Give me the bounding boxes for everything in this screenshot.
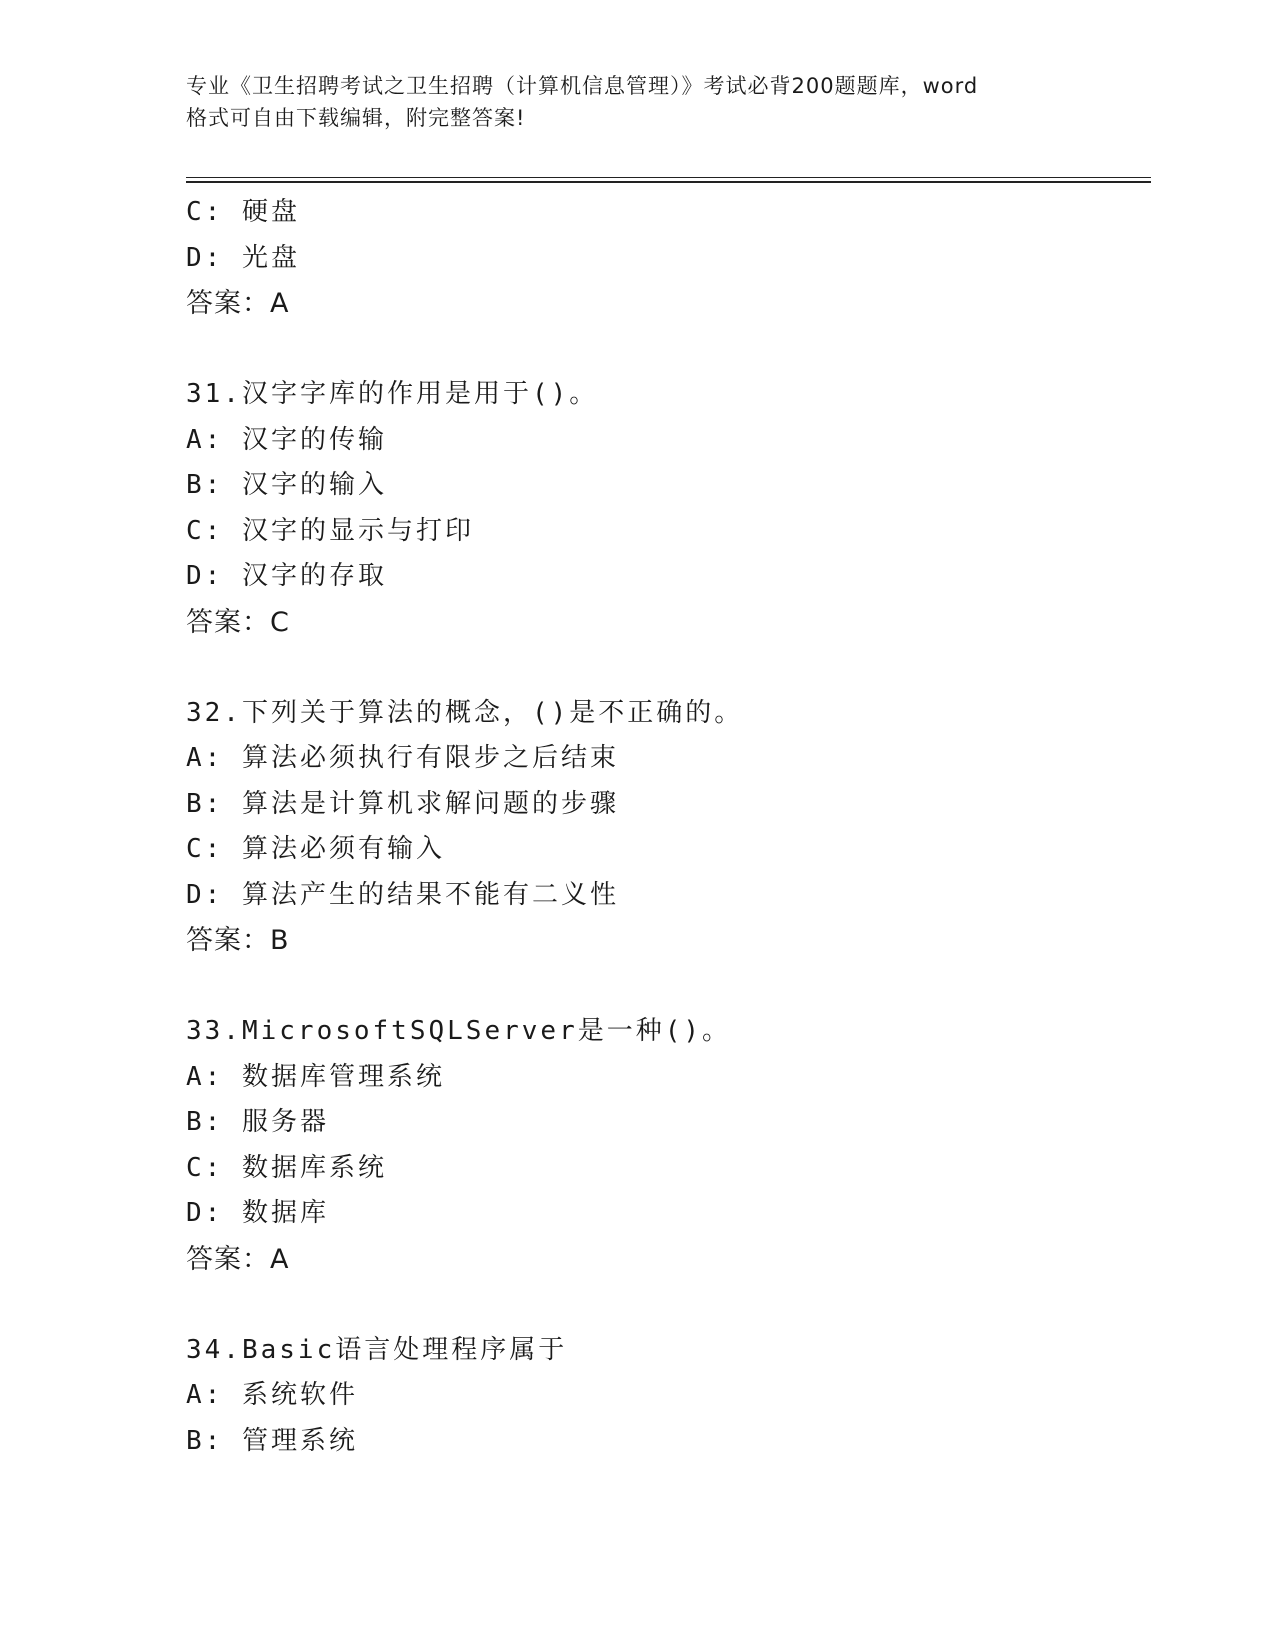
option-c: C: 硬盘 xyxy=(186,197,300,227)
answer-line: 答案：A xyxy=(186,288,290,319)
question-stem: 34.Basic语言处理程序属于 xyxy=(186,1334,568,1365)
header-divider-bottom xyxy=(186,181,1151,183)
document-header xyxy=(186,70,1106,134)
option-d: D: 汉字的存取 xyxy=(186,561,387,591)
question-stem: 33.MicrosoftSQLServer是一种()。 xyxy=(186,1016,732,1046)
option-b: B: 管理系统 xyxy=(186,1425,358,1456)
option-a: A: 数据库管理系统 xyxy=(186,1061,445,1092)
option-b: B: 算法是计算机求解问题的步骤 xyxy=(186,788,619,819)
option-a: A: 算法必须执行有限步之后结束 xyxy=(186,743,619,773)
option-a: A: 汉字的传输 xyxy=(186,424,387,455)
option-d: D: 数据库 xyxy=(186,1198,329,1228)
option-b: B: 服务器 xyxy=(186,1107,329,1137)
header-divider-top xyxy=(186,177,1151,178)
option-d: D: 光盘 xyxy=(186,242,300,273)
option-b: B: 汉字的输入 xyxy=(186,470,387,500)
option-a: A: 系统软件 xyxy=(186,1380,358,1410)
answer-line: 答案：C xyxy=(186,606,290,638)
header-line-1: 专业《卫生招聘考试之卫生招聘（计算机信息管理）》考试必背200题题库，word xyxy=(186,74,979,98)
answer-line: 答案：B xyxy=(186,925,290,956)
question-stem: 31.汉字字库的作用是用于()。 xyxy=(186,379,599,409)
option-c: C: 算法必须有输入 xyxy=(186,834,445,864)
option-c: C: 数据库系统 xyxy=(186,1152,387,1183)
question-stem: 32.下列关于算法的概念，()是不正确的。 xyxy=(186,697,744,728)
option-d: D: 算法产生的结果不能有二义性 xyxy=(186,879,619,910)
option-c: C: 汉字的显示与打印 xyxy=(186,515,474,546)
spacer xyxy=(186,327,1146,373)
header-line-2: 格式可自由下载编辑，附完整答案! xyxy=(186,106,526,130)
spacer xyxy=(186,964,1146,1010)
question-list xyxy=(186,190,1146,1464)
spacer xyxy=(186,645,1146,691)
spacer xyxy=(186,1282,1146,1328)
answer-line: 答案：A xyxy=(186,1243,290,1275)
